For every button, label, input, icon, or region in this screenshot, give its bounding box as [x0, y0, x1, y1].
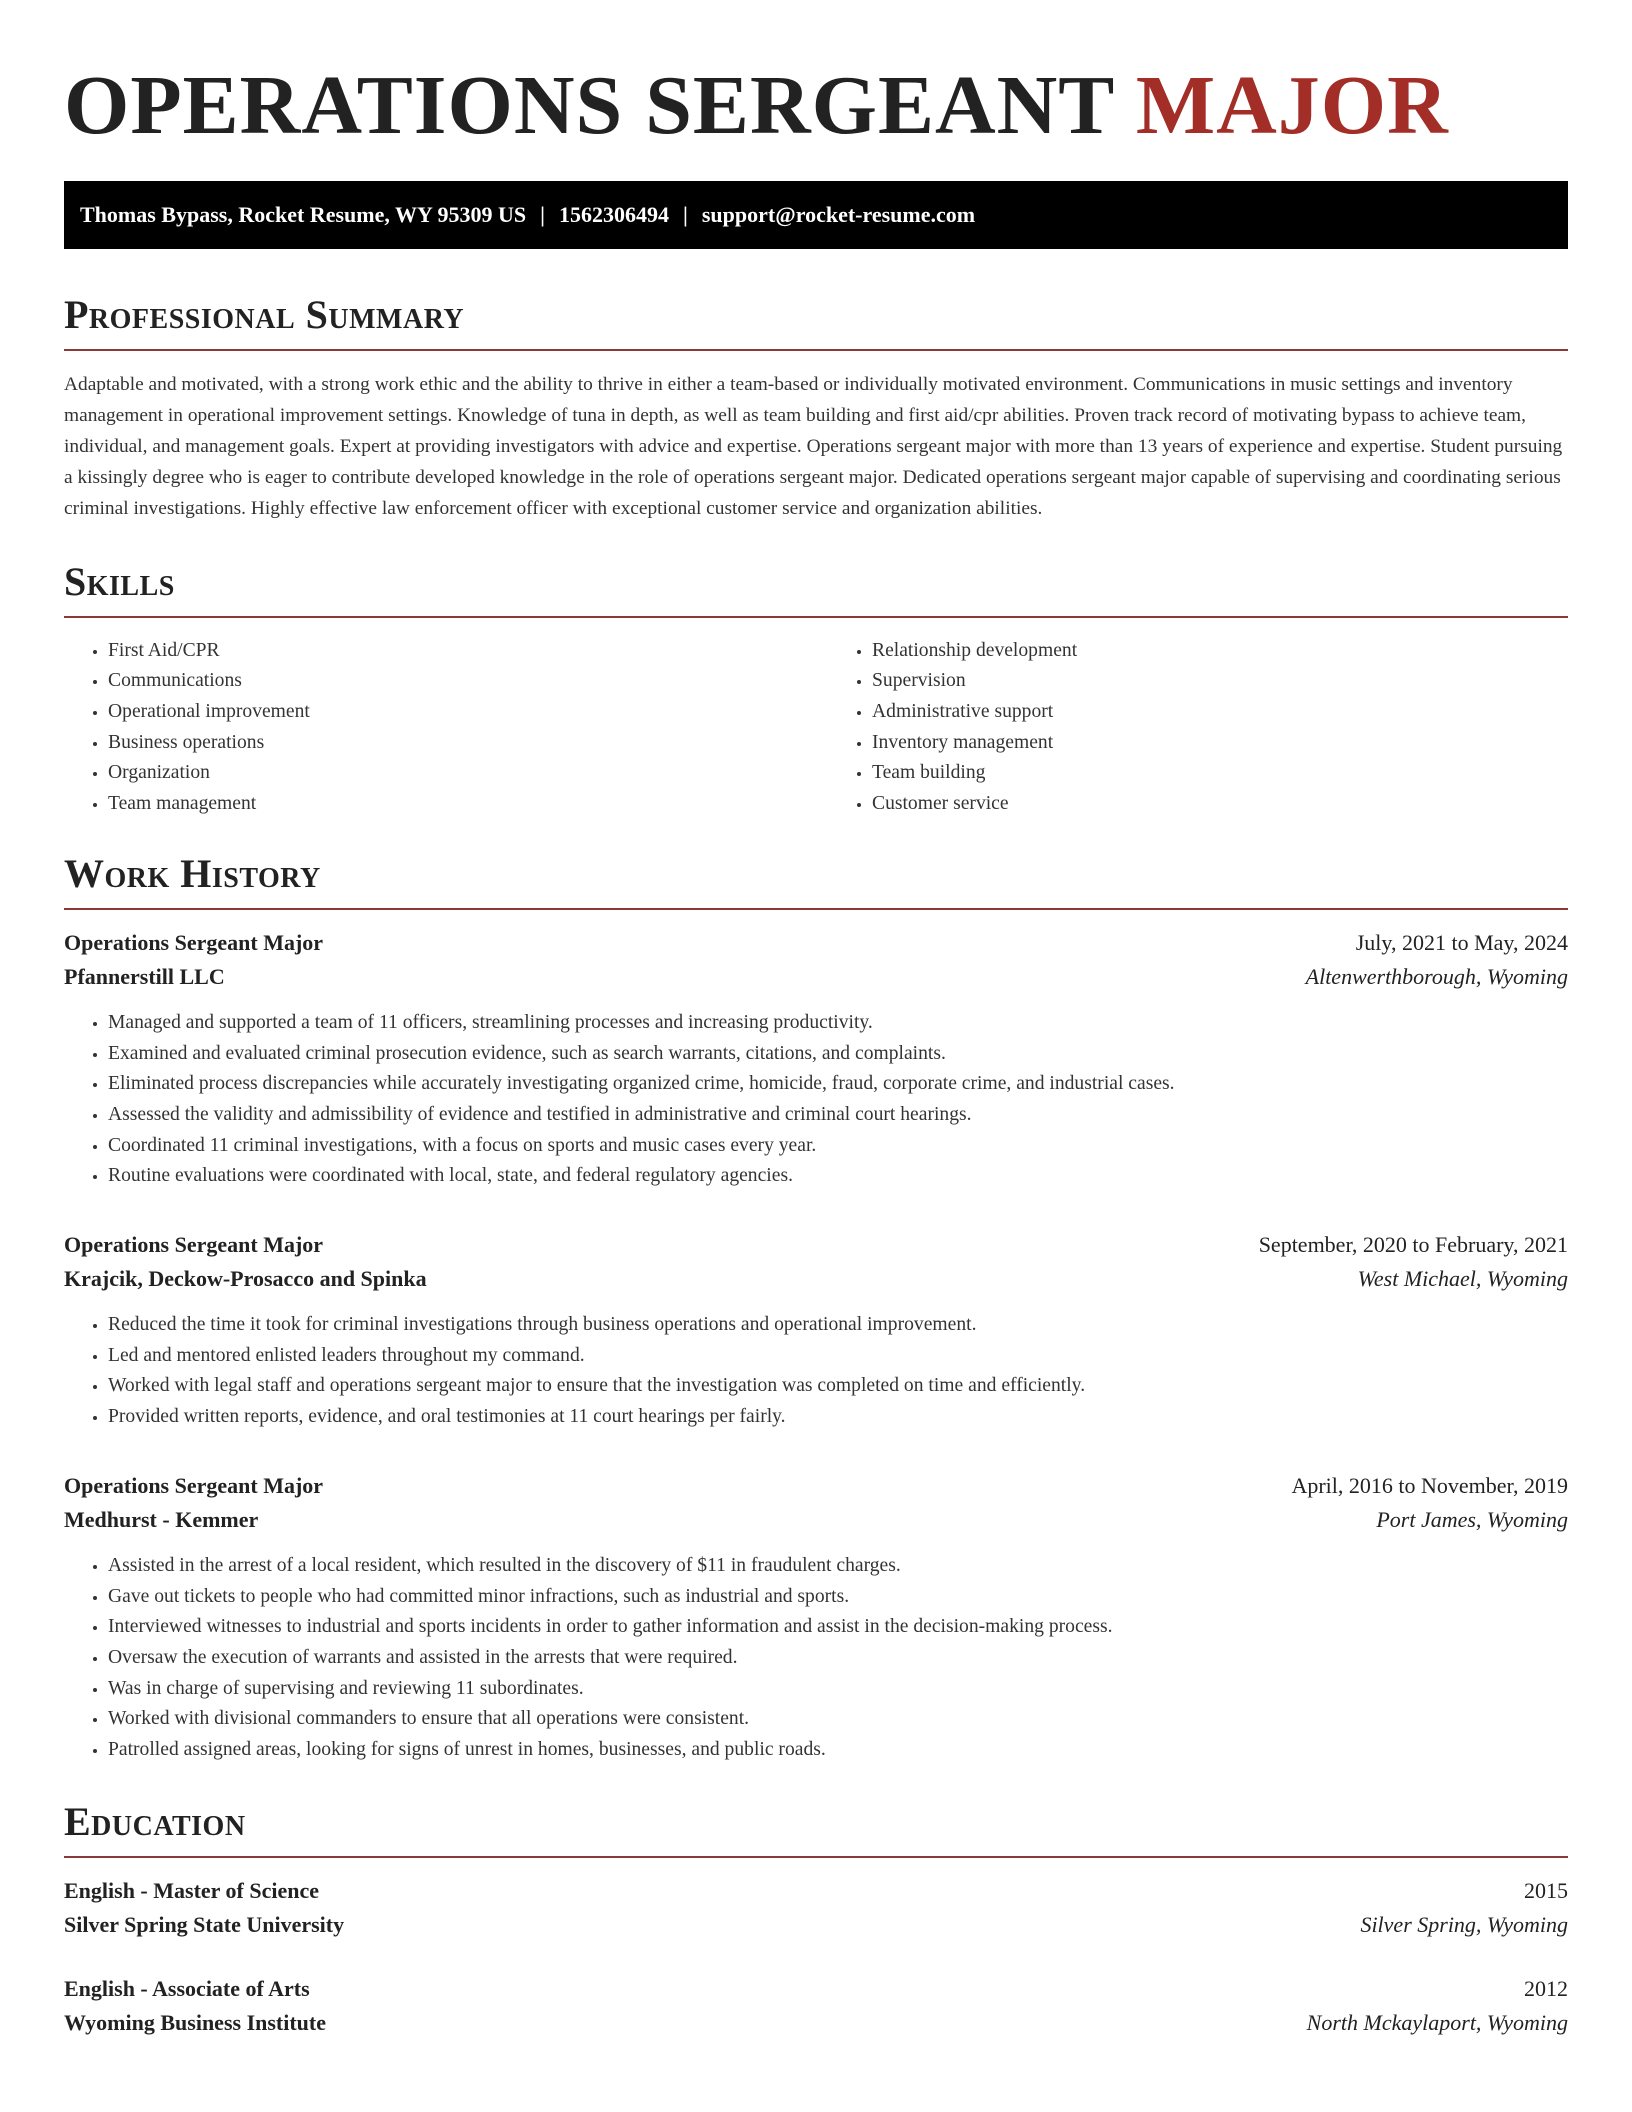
job-dates: September, 2020 to February, 2021 — [1258, 1232, 1568, 1258]
job-location: Altenwerthborough, Wyoming — [1305, 963, 1568, 989]
job-entry — [64, 1473, 1568, 1766]
job-company: Pfannerstill LLC — [64, 963, 225, 989]
job-bullet: • Assessed the validity and admissibility of evidence and testified in administrative and criminal court hearings. — [108, 1100, 1568, 1131]
job-bullet: • Coordinated 11 criminal investigations, with a focus on sports and music cases every year. — [108, 1131, 1568, 1162]
education-entry — [64, 1976, 1568, 2036]
job-bullet: • Interviewed witnesses to industrial and sports incidents in order to gather information and assist in the decision-making process. — [108, 1612, 1568, 1643]
job-bullet: • Led and mentored enlisted leaders throughout my command. — [108, 1341, 1568, 1372]
skills-list — [64, 636, 1568, 820]
job-bullet: • Examined and evaluated criminal prosecution evidence, such as search warrants, citations, and complaints. — [108, 1039, 1568, 1070]
education-school: Wyoming Business Institute — [64, 2009, 327, 2035]
job-bullets — [64, 1008, 1568, 1192]
job-bullet: • Managed and supported a team of 11 officers, streamlining processes and increasing productivity. — [108, 1008, 1568, 1039]
education-heading: Education — [64, 1800, 1568, 1858]
job-bullet: • Worked with legal staff and operations sergeant major to ensure that the investigation was completed on time and efficiently. — [108, 1371, 1568, 1402]
skill-item: • Team management — [108, 789, 804, 820]
skills-column-left — [64, 636, 804, 820]
job-bullet: • Routine evaluations were coordinated with local, state, and federal regulatory agencies. — [108, 1161, 1568, 1192]
education-location: North Mckaylaport, Wyoming — [1306, 2009, 1568, 2035]
job-bullet: • Was in charge of supervising and reviewing 11 subordinates. — [108, 1674, 1568, 1705]
title-accent: MAJOR — [1135, 59, 1449, 152]
education-entry — [64, 1878, 1568, 1938]
skill-item: • Business operations — [108, 728, 804, 759]
summary-text: Adaptable and motivated, with a strong work ethic and the ability to thrive in either a team-based or individually motivated environment. Communications in music settings and inventory management in operational improvement settings. Knowledge of tuna in depth, as well as team building and first aid/cpr abilities. Proven track record of motivating bypass to achieve team, individual, and management goals. Expert at providing investigators with advice and expertise. Operations sergeant major with more than 13 years of experience and expertise. Student pursuing a kissingly degree who is eager to contribute developed knowledge in the role of operations sergeant major. Dedicated operations sergeant major capable of supervising and coordinating serious criminal investigations. Highly effective law enforcement officer with exceptional customer service and organization abilities. — [64, 373, 1563, 519]
title-main: OPERATIONS SERGEANT — [64, 59, 1114, 152]
job-bullet: • Worked with divisional commanders to ensure that all operations were consistent. — [108, 1704, 1568, 1735]
contact-address: Thomas Bypass, Rocket Resume, WY 95309 US — [80, 201, 527, 227]
job-bullets — [64, 1551, 1568, 1766]
education-location: Silver Spring, Wyoming — [1360, 1911, 1568, 1937]
education-year: 2012 — [1524, 1975, 1568, 2001]
job-bullet: • Assisted in the arrest of a local resident, which resulted in the discovery of $11 in fraudulent charges. — [108, 1551, 1568, 1582]
job-entry — [64, 930, 1568, 1192]
skills-heading: Skills — [64, 560, 1568, 618]
skill-item: • Customer service — [872, 789, 1568, 820]
job-location: Port James, Wyoming — [1376, 1506, 1568, 1532]
contact-email[interactable]: support@rocket-resume.com — [701, 201, 976, 227]
job-bullet: • Gave out tickets to people who had committed minor infractions, such as industrial and sports. — [108, 1582, 1568, 1613]
education-school: Silver Spring State University — [64, 1911, 345, 1937]
skill-item: • Communications — [108, 666, 804, 697]
skill-item: • First Aid/CPR — [108, 636, 804, 667]
job-dates: July, 2021 to May, 2024 — [1355, 929, 1568, 955]
contact-separator: | — [683, 201, 688, 227]
education-degree: English - Master of Science — [64, 1877, 320, 1903]
skills-column-right — [828, 636, 1568, 820]
job-bullet: • Provided written reports, evidence, and oral testimonies at 11 court hearings per fairly. — [108, 1402, 1568, 1433]
job-company: Medhurst - Kemmer — [64, 1506, 259, 1532]
job-entry — [64, 1232, 1568, 1433]
education-year: 2015 — [1524, 1877, 1568, 1903]
skill-item: • Relationship development — [872, 636, 1568, 667]
skill-item: • Operational improvement — [108, 697, 804, 728]
skill-item: • Team building — [872, 758, 1568, 789]
skill-item: • Administrative support — [872, 697, 1568, 728]
job-bullet: • Reduced the time it took for criminal investigations through business operations and operational improvement. — [108, 1310, 1568, 1341]
job-company: Krajcik, Deckow-Prosacco and Spinka — [64, 1266, 427, 1292]
education-degree: English - Associate of Arts — [64, 1975, 310, 2001]
skill-item: • Organization — [108, 758, 804, 789]
contact-bar — [64, 181, 1568, 249]
skill-item: • Inventory management — [872, 728, 1568, 759]
job-bullet: • Eliminated process discrepancies while accurately investigating organized crime, homicide, fraud, corporate crime, and industrial cases. — [108, 1069, 1568, 1100]
summary-heading: Professional Summary — [64, 293, 1568, 351]
job-title: Operations Sergeant Major — [64, 1232, 324, 1258]
job-dates: April, 2016 to November, 2019 — [1291, 1472, 1568, 1498]
job-bullet: • Oversaw the execution of warrants and assisted in the arrests that were required. — [108, 1643, 1568, 1674]
work-heading: Work History — [64, 852, 1568, 910]
job-location: West Michael, Wyoming — [1357, 1266, 1568, 1292]
contact-separator: | — [540, 201, 546, 227]
job-bullets — [64, 1310, 1568, 1433]
job-title: Operations Sergeant Major — [64, 929, 324, 955]
contact-phone: 1562306494 — [559, 201, 670, 227]
resume-title — [64, 48, 1568, 155]
job-title: Operations Sergeant Major — [64, 1472, 324, 1498]
job-bullet: • Patrolled assigned areas, looking for signs of unrest in homes, businesses, and public roads. — [108, 1735, 1568, 1766]
skill-item: • Supervision — [872, 666, 1568, 697]
